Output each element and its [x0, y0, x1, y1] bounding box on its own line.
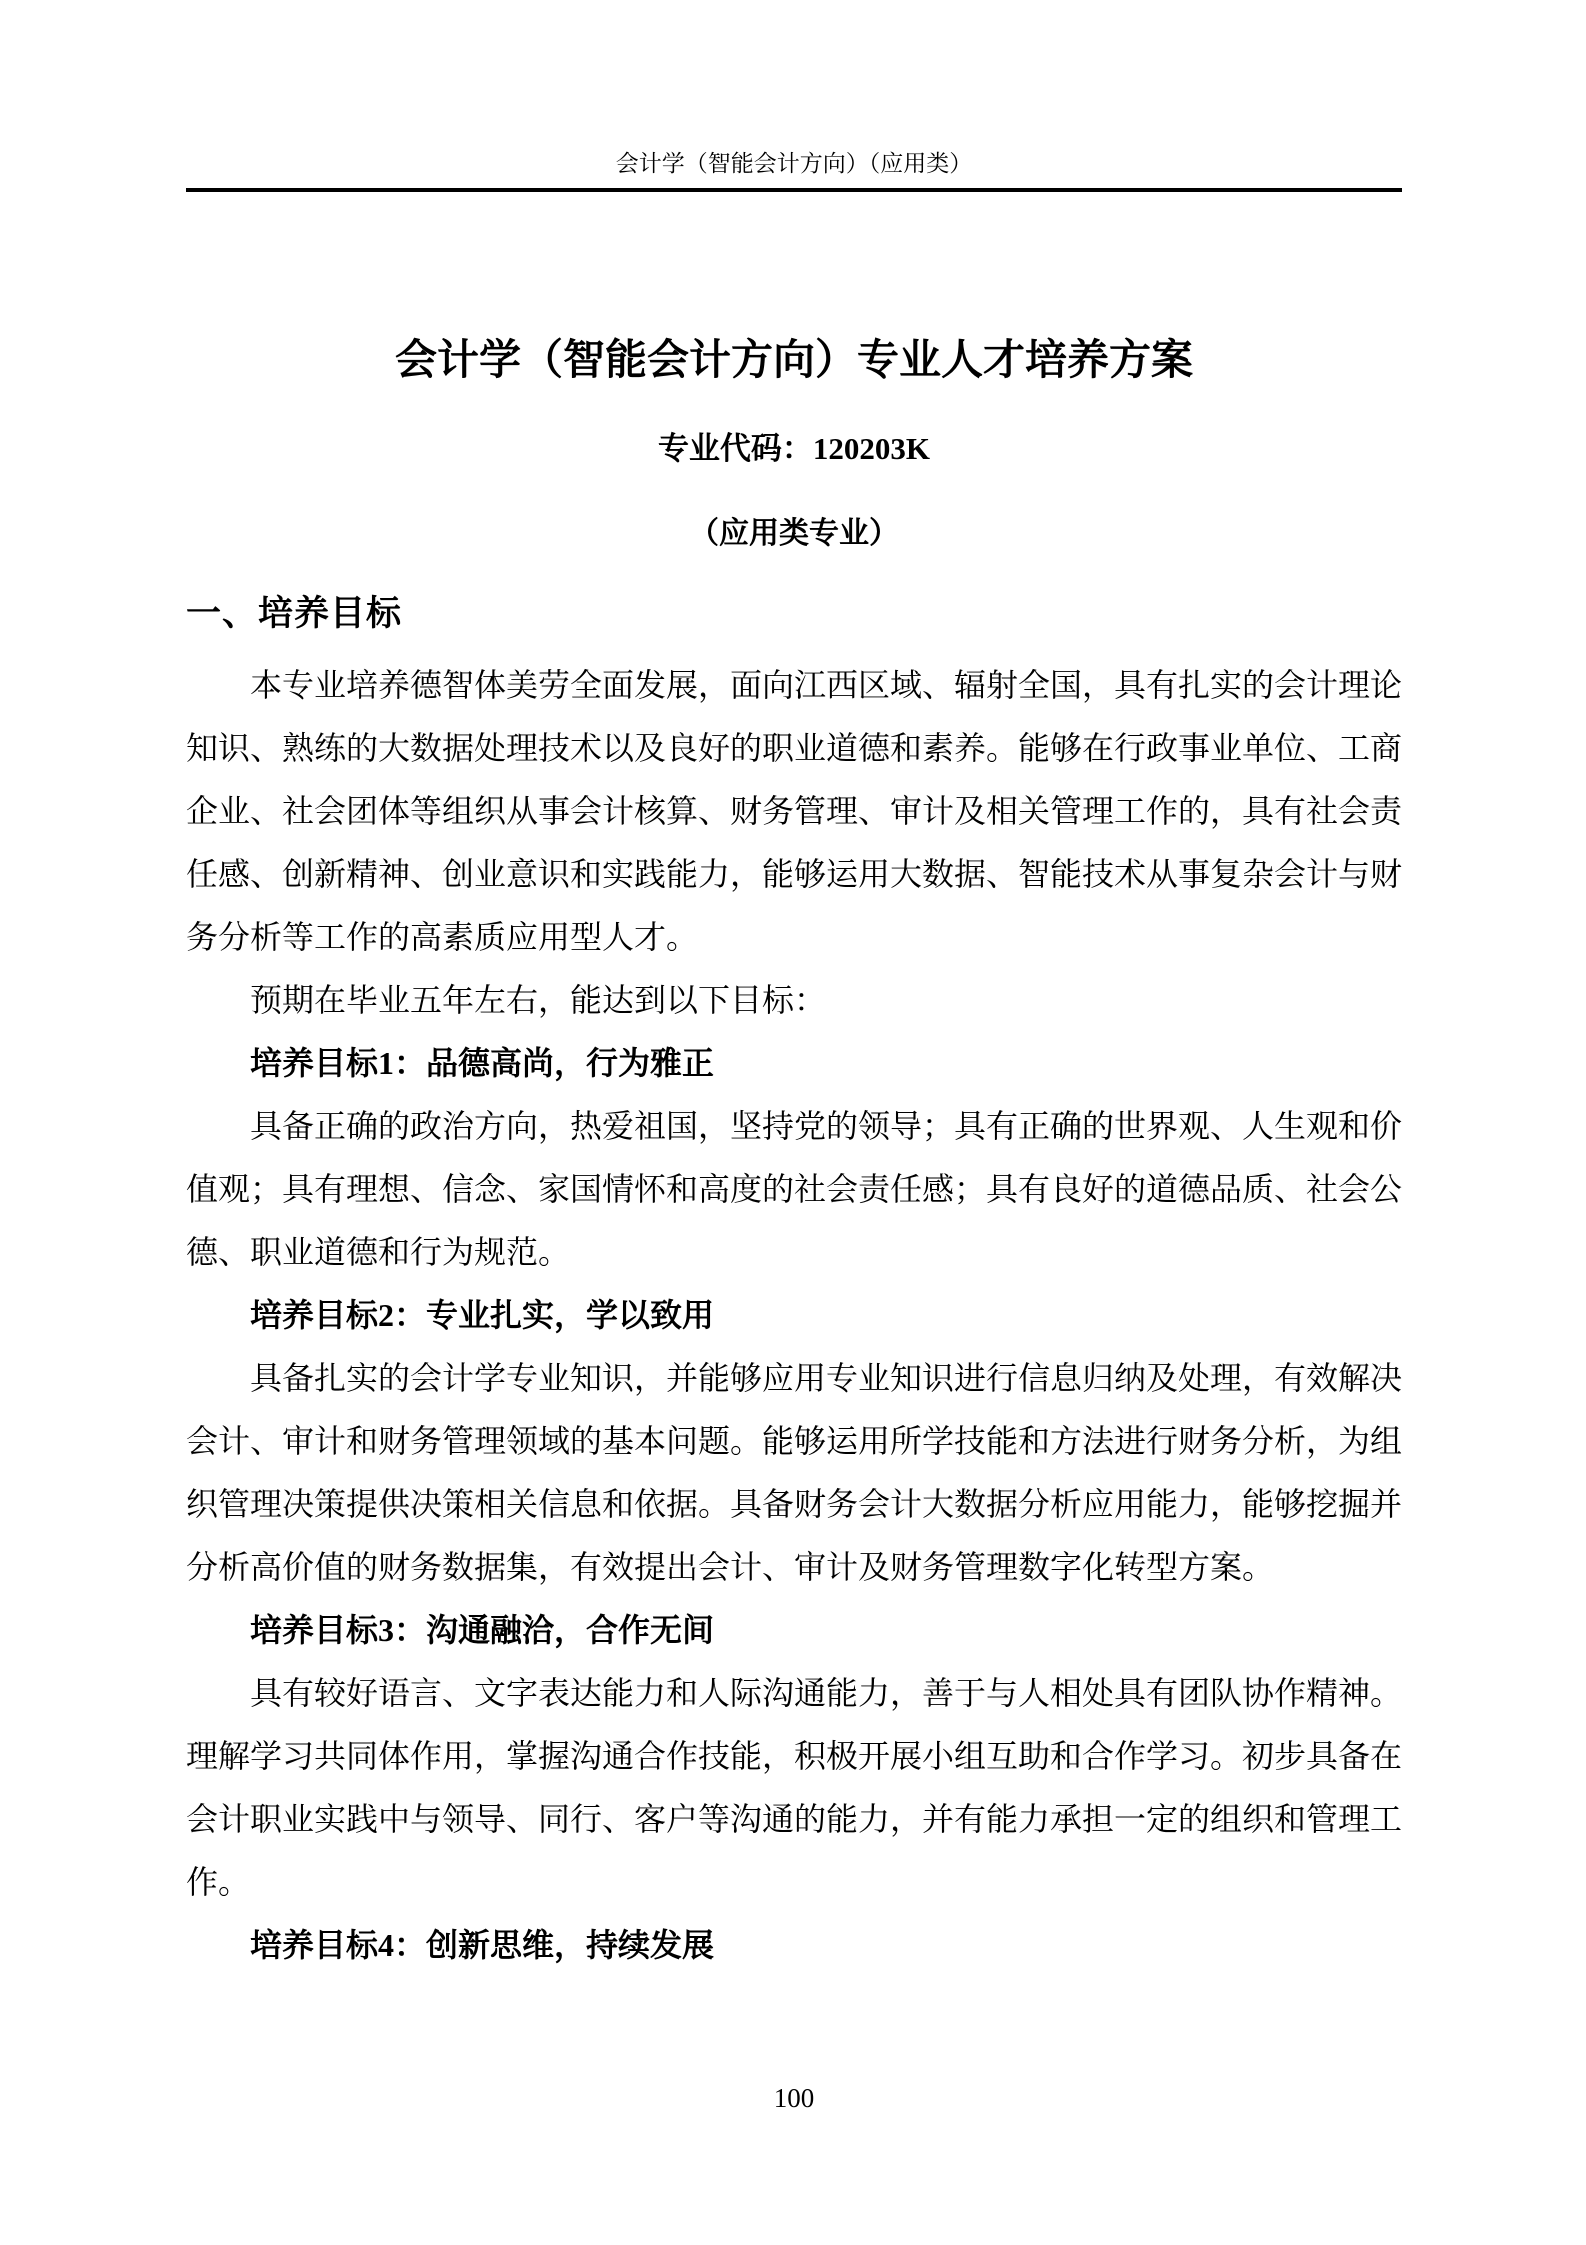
section-body: [186, 654, 1402, 1977]
running-header: 会计学（智能会计方向）（应用类）: [186, 150, 1402, 192]
page-number: 100: [773, 2083, 815, 2113]
paragraph: 具有较好语言、文字表达能力和人际沟通能力，善于与人相处具有团队协作精神。理解学习共同体作用，掌握沟通合作技能，积极开展小组互助和合作学习。初步具备在会计职业实践中与领导、同行、客户等沟通的能力，并有能力承担一定的组织和管理工作。: [186, 1675, 1403, 1900]
goal-heading: 培养目标3：沟通融洽，合作无间: [250, 1612, 715, 1648]
section-heading: 一、培养目标: [186, 594, 403, 633]
paragraph: 具备正确的政治方向，热爱祖国，坚持党的领导；具有正确的世界观、人生观和价值观；具有理想、信念、家国情怀和高度的社会责任感；具有良好的道德品质、社会公德、职业道德和行为规范。: [186, 1108, 1403, 1270]
paragraph: 本专业培养德智体美劳全面发展，面向江西区域、辐射全国，具有扎实的会计理论知识、熟练的大数据处理技术以及良好的职业道德和素养。能够在行政事业单位、工商企业、社会团体等组织从事会计核算、财务管理、审计及相关管理工作的，具有社会责任感、创新精神、创业意识和实践能力，能够运用大数据、智能技术从事复杂会计与财务分析等工作的高素质应用型人才。: [186, 667, 1403, 955]
goal-heading: 培养目标4：创新思维，持续发展: [250, 1927, 715, 1963]
major-code: 专业代码：120203K: [657, 431, 931, 466]
document-title: 会计学（智能会计方向）专业人才培养方案: [394, 338, 1193, 384]
paragraph: 预期在毕业五年左右，能达到以下目标：: [250, 982, 827, 1018]
category-label: （应用类专业）: [689, 517, 899, 550]
paragraph: 具备扎实的会计学专业知识，并能够应用专业知识进行信息归纳及处理，有效解决会计、审计和财务管理领域的基本问题。能够运用所学技能和方法进行财务分析，为组织管理决策提供决策相关信息和依据。具备财务会计大数据分析应用能力，能够挖掘并分析高价值的财务数据集，有效提出会计、审计及财务管理数字化转型方案。: [186, 1360, 1403, 1585]
goal-heading: 培养目标2：专业扎实，学以致用: [250, 1297, 715, 1333]
goal-heading: 培养目标1：品德高尚，行为雅正: [250, 1045, 715, 1081]
